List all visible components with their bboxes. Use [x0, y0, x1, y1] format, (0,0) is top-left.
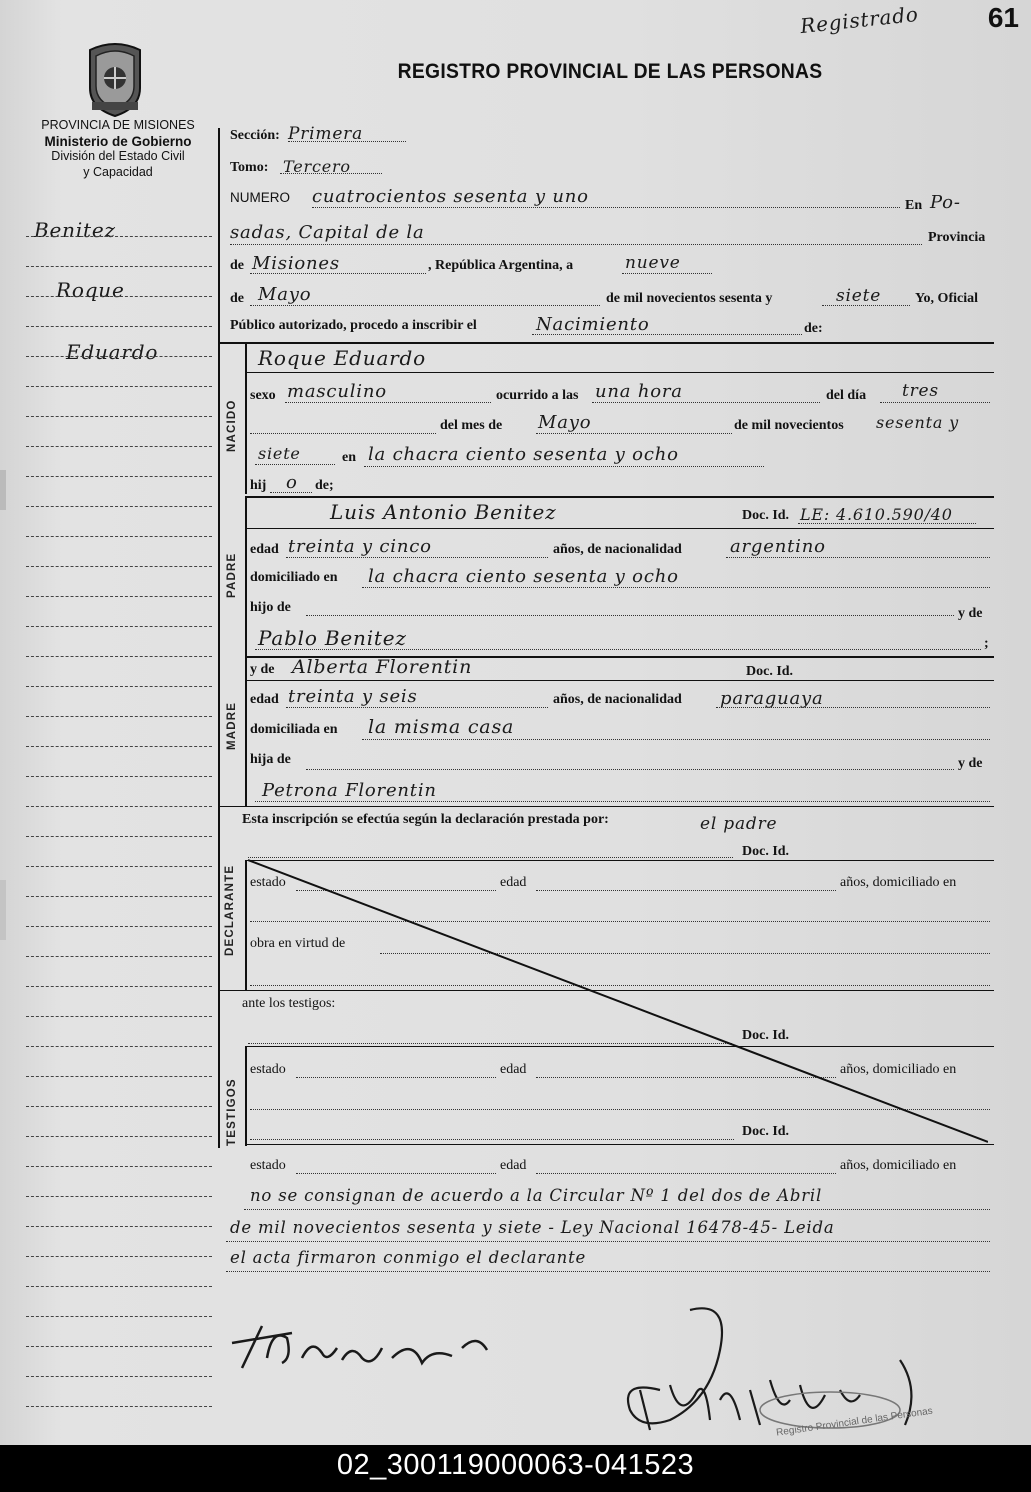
padre-dom-label: domiciliado en	[250, 570, 338, 585]
margin-rule	[26, 446, 212, 447]
margin-rule	[26, 326, 212, 327]
tomo-value: Tercero	[283, 157, 351, 176]
madre-edad-label: edad	[250, 692, 279, 707]
publico-label: Público autorizado, procedo a inscribir el	[230, 318, 477, 333]
testigos-label: ante los testigos:	[242, 996, 336, 1011]
padre-side-label: PADRE	[226, 552, 238, 598]
margin-rule	[26, 566, 212, 567]
margin-rule	[26, 1076, 212, 1077]
declaracion-label: Esta inscripción se efectúa según la declaración prestada por:	[242, 812, 609, 827]
decl-anios-label: años, domiciliado en	[840, 875, 957, 890]
margin-rule	[26, 926, 212, 927]
father-nationality: argentino	[730, 536, 826, 557]
child-sex: masculino	[287, 381, 387, 402]
edge-mark	[0, 470, 6, 510]
declarant-signature	[212, 1318, 512, 1378]
mother-name: Alberta Florentin	[292, 656, 473, 678]
nacido-side-label: NACIDO	[226, 399, 238, 452]
anio-label: de mil novecientos sesenta y	[606, 291, 773, 306]
province-name: PROVINCIA DE MISIONES	[41, 118, 195, 132]
margin-rule	[26, 776, 212, 777]
margin-rule	[26, 866, 212, 867]
ocurrido-label: ocurrido a las	[496, 388, 579, 403]
father-address: la chacra ciento sesenta y ocho	[368, 566, 679, 587]
act-type: Nacimiento	[536, 314, 650, 335]
mes-label: del mes de	[440, 418, 503, 433]
oficial-label: Yo, Oficial	[915, 291, 978, 306]
ministry-name: Ministerio de Gobierno	[44, 133, 192, 149]
de2-label: de	[230, 291, 244, 306]
margin-rule	[26, 956, 212, 957]
mother-age: treinta y seis	[288, 686, 418, 707]
margin-rule	[26, 1196, 212, 1197]
margin-rule	[26, 1256, 212, 1257]
declarante-side-label: DECLARANTE	[224, 864, 236, 956]
paternal-grandfather: Pablo Benitez	[258, 626, 407, 650]
margin-rule	[26, 896, 212, 897]
decl-edad-label: edad	[500, 875, 527, 890]
margin-rule	[26, 626, 212, 627]
de3-label: de:	[804, 321, 823, 336]
child-name: Roque Eduardo	[258, 346, 426, 370]
division-name: División del Estado Civil	[51, 149, 185, 163]
madre-doc-label: Doc. Id.	[746, 664, 794, 679]
margin-rule	[26, 476, 212, 477]
hij-suffix: o	[286, 472, 298, 493]
margin-rule	[26, 1046, 212, 1047]
margin-rule	[26, 506, 212, 507]
margin-rule	[26, 386, 212, 387]
declarant-who: el padre	[700, 814, 778, 834]
madre-dom-label: domiciliada en	[250, 722, 338, 737]
margin-middle-name: Eduardo	[66, 340, 159, 364]
test1-edad-label: edad	[500, 1062, 527, 1077]
test2-estado-label: estado	[250, 1158, 286, 1173]
margin-rule	[26, 656, 212, 657]
registered-stamp: Registrado	[799, 1, 920, 39]
registration-year: siete	[836, 286, 882, 306]
hij-label: hij	[250, 478, 267, 493]
margin-rule	[26, 1286, 212, 1287]
test1-estado-label: estado	[250, 1062, 286, 1077]
en-value-2: sadas, Capital de la	[230, 222, 425, 243]
de-hij-label: de;	[315, 478, 334, 493]
seccion-label: Sección:	[230, 128, 280, 143]
seccion-value: Primera	[288, 124, 364, 144]
de-label: de	[230, 258, 244, 273]
margin-rule	[26, 1136, 212, 1137]
en-value-1: Po-	[930, 192, 961, 213]
strike-through-line	[248, 858, 988, 1143]
provincial-seal-icon	[82, 38, 148, 118]
en-label: En	[905, 198, 923, 213]
test2-anios-label: años, domiciliado en	[840, 1158, 957, 1173]
margin-rule	[26, 806, 212, 807]
margin-first-name: Roque	[56, 278, 125, 302]
testigos-side-label: TESTIGOS	[226, 1078, 238, 1146]
numero-value: cuatrocientos sesenta y uno	[312, 186, 589, 207]
decl-estado-label: estado	[250, 875, 286, 890]
image-id-caption: 02_300119000063-041523	[0, 1445, 1031, 1492]
margin-rule	[26, 296, 212, 297]
mother-address: la misma casa	[368, 716, 515, 738]
birth-day: tres	[902, 381, 939, 401]
margin-rule	[26, 836, 212, 837]
margin-rule	[26, 1166, 212, 1167]
en-nac-label: en	[342, 450, 356, 465]
anio-nac-label: de mil novecientos	[734, 418, 844, 433]
maternal-grandmother: Petrona Florentin	[262, 780, 437, 801]
madre-nac-label: años, de nacionalidad	[553, 692, 682, 707]
official-signature	[600, 1300, 940, 1440]
margin-rule	[26, 1016, 212, 1017]
margin-rule	[26, 236, 212, 237]
registration-day: nueve	[625, 253, 681, 273]
provincia-label: Provincia	[928, 230, 986, 245]
margin-rule	[26, 1406, 212, 1407]
margin-rule	[26, 536, 212, 537]
test2-doc-label: Doc. Id.	[742, 1124, 790, 1139]
margin-rule	[26, 986, 212, 987]
margin-rule	[26, 416, 212, 417]
margin-rule	[26, 1316, 212, 1317]
birth-year-2: siete	[258, 444, 301, 463]
margin-rule	[26, 746, 212, 747]
decl-obra-label: obra en virtud de	[250, 936, 346, 951]
padre-hijo-label: hijo de	[250, 600, 291, 615]
margin-rule	[26, 1346, 212, 1347]
birth-year-1: sesenta y	[876, 413, 959, 432]
birth-place: la chacra ciento sesenta y ocho	[368, 444, 679, 465]
margin-rule	[26, 1376, 212, 1377]
note-line-2: de mil novecientos sesenta y siete - Ley Nacional 16478-45- Leida	[230, 1218, 835, 1237]
margin-rule	[26, 266, 212, 267]
margin-rule	[26, 1226, 212, 1227]
father-name: Luis Antonio Benitez	[330, 500, 557, 524]
registration-month: Mayo	[258, 284, 312, 305]
test1-doc-label: Doc. Id.	[742, 1028, 790, 1043]
margin-rule	[26, 1106, 212, 1107]
margin-rule	[26, 716, 212, 717]
padre-semicolon: ;	[984, 636, 989, 651]
official-stamp-text: Registro Provincial de las Personas	[775, 1405, 934, 1439]
padre-yde-label: y de	[958, 606, 983, 621]
margin-rule	[26, 686, 212, 687]
folio-number: 61	[987, 2, 1019, 33]
birth-hour: una hora	[595, 381, 683, 402]
sexo-label: sexo	[250, 388, 276, 403]
madre-side-label: MADRE	[226, 701, 238, 750]
test2-edad-label: edad	[500, 1158, 527, 1173]
decl-doc-label: Doc. Id.	[742, 844, 790, 859]
page-title: REGISTRO PROVINCIAL DE LAS PERSONAS	[397, 60, 823, 83]
test1-anios-label: años, domiciliado en	[840, 1062, 957, 1077]
padre-nac-label: años, de nacionalidad	[553, 542, 682, 557]
note-line-3: el acta firmaron conmigo el declarante	[230, 1248, 587, 1267]
note-line-1: no se consignan de acuerdo a la Circular Nº 1 del dos de Abril	[250, 1186, 823, 1205]
madre-yde-label: y de	[250, 662, 275, 677]
padre-doc-label: Doc. Id.	[742, 508, 790, 523]
father-doc: LE: 4.610.590/40	[800, 505, 953, 524]
father-age: treinta y cinco	[288, 536, 432, 557]
tomo-label: Tomo:	[230, 160, 269, 175]
margin-rule	[26, 356, 212, 357]
numero-label: NUMERO	[230, 190, 290, 205]
margin-surname: Benitez	[34, 218, 116, 242]
edge-mark	[0, 880, 6, 940]
margin-rule	[26, 596, 212, 597]
left-border	[218, 128, 220, 1148]
birth-month: Mayo	[538, 412, 592, 433]
provincia-value: Misiones	[252, 253, 340, 274]
mother-nationality: paraguaya	[720, 688, 824, 709]
capacity-name: y Capacidad	[83, 164, 153, 179]
issuing-office	[18, 118, 218, 180]
madre-yde2-label: y de	[958, 756, 983, 771]
dia-label: del día	[826, 388, 867, 403]
madre-hija-label: hija de	[250, 752, 291, 767]
republica-label: , República Argentina, a	[428, 258, 574, 273]
padre-edad-label: edad	[250, 542, 279, 557]
